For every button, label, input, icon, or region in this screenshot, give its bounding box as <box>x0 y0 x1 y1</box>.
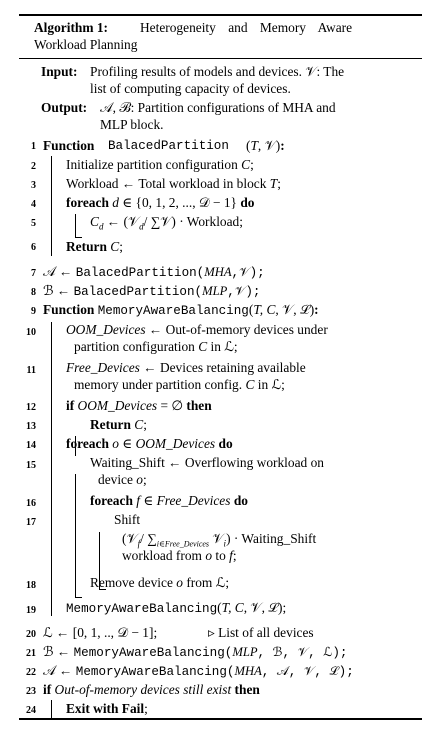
line-number: 15 <box>26 460 36 471</box>
line-number: 13 <box>26 421 36 432</box>
block-bar-end <box>75 237 82 238</box>
line-number: 14 <box>26 440 36 451</box>
line-number: 12 <box>26 402 36 413</box>
algorithm-label: Algorithm 1: <box>34 20 109 35</box>
line-number: 6 <box>31 242 36 253</box>
bottom-rule <box>19 718 422 720</box>
block-bar-if-final <box>51 700 52 718</box>
line-number: 18 <box>26 580 36 591</box>
line-number: 22 <box>26 667 36 678</box>
block-bar-function-2 <box>51 322 52 616</box>
input-line-2: list of computing capacity of devices. <box>90 81 291 96</box>
line-number: 5 <box>31 218 36 229</box>
line-number: 20 <box>26 629 36 640</box>
block-bar-end <box>75 597 82 598</box>
input-label: Input: <box>41 64 78 79</box>
line-number: 16 <box>26 498 36 509</box>
line-number: 23 <box>26 686 36 697</box>
line-number: 24 <box>26 705 36 716</box>
output-line-1: 𝒜, ℬ: Partition configurations of MHA and <box>100 100 336 115</box>
line-number: 4 <box>31 199 36 210</box>
line-number: 2 <box>31 161 36 172</box>
line-number: 19 <box>26 605 36 616</box>
line-number: 7 <box>31 268 36 279</box>
block-bar-foreach-o <box>75 474 76 598</box>
top-rule <box>19 14 422 16</box>
title-rule <box>19 58 422 59</box>
output-label: Output: <box>41 100 88 115</box>
block-bar-function-1 <box>51 156 52 256</box>
line-number: 3 <box>31 180 36 191</box>
line-number: 1 <box>31 141 36 152</box>
output-line-2: MLP block. <box>100 117 164 132</box>
input-line-1: Profiling results of models and devices. 𝒱: The <box>90 64 345 79</box>
line-number: 17 <box>26 517 36 528</box>
title-line-1: Heterogeneity and Memory Aware <box>140 20 353 35</box>
line-number: 10 <box>26 327 36 338</box>
line-number: 11 <box>26 365 36 376</box>
line-number: 21 <box>26 648 36 659</box>
line-number: 8 <box>31 287 36 298</box>
block-bar-foreach-d <box>75 214 76 238</box>
title-line-2: Workload Planning <box>34 37 138 52</box>
line-number: 9 <box>31 306 36 317</box>
